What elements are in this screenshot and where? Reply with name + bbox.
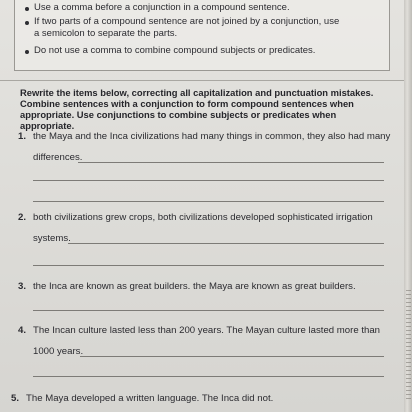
answer-line[interactable]: [78, 162, 384, 163]
answer-line[interactable]: [33, 310, 384, 311]
answer-line[interactable]: [33, 180, 384, 181]
item-4-text: The Incan culture lasted less than 200 years. The Mayan culture lasted more than: [33, 325, 380, 336]
item-2-number: 2.: [18, 212, 27, 223]
item-4-number: 4.: [18, 325, 27, 336]
bullet-icon: [25, 21, 29, 25]
rule-2: If two parts of a compound sentence are not joined by a conjunction, use: [34, 16, 340, 27]
answer-line[interactable]: [80, 356, 384, 357]
answer-line[interactable]: [33, 201, 384, 202]
item-3-number: 3.: [18, 281, 27, 292]
rule-3: Do not use a comma to combine compound subjects or predicates.: [34, 45, 316, 56]
section-divider: [0, 80, 404, 81]
rule-1: Use a comma before a conjunction in a compound sentence.: [34, 2, 290, 13]
edge-marks: [406, 290, 411, 400]
item-1-text-continued: differences.: [33, 152, 83, 163]
item-1-number: 1.: [18, 131, 27, 142]
item-5-number: 5.: [11, 393, 20, 404]
bullet-icon: [25, 50, 29, 54]
instructions-line-2: Combine sentences with a conjunction to form compound sentences when: [20, 98, 354, 109]
answer-line[interactable]: [33, 265, 384, 266]
item-4-text-continued: 1000 years.: [33, 346, 84, 357]
item-3-text: the Inca are known as great builders. the Maya are known as great builders.: [33, 281, 356, 292]
rule-2-continued: a semicolon to separate the parts.: [34, 28, 178, 39]
item-5-text: The Maya developed a written language. The Inca did not.: [26, 393, 274, 404]
item-1-text: the Maya and the Inca civilizations had many things in common, they also had many: [33, 131, 391, 142]
item-2-text-continued: systems.: [33, 233, 71, 244]
answer-line[interactable]: [68, 243, 384, 244]
item-2-text: both civilizations grew crops, both civilizations developed sophisticated irrigation: [33, 212, 373, 223]
bullet-icon: [25, 7, 29, 11]
instructions: [20, 87, 390, 131]
instructions-line-3: appropriate. Use conjunctions to combine subjects or predicates when appropriate.: [20, 109, 337, 131]
answer-line[interactable]: [33, 376, 384, 377]
instructions-line-1: Rewrite the items below, correcting all capitalization and punctuation mistakes.: [20, 87, 374, 98]
